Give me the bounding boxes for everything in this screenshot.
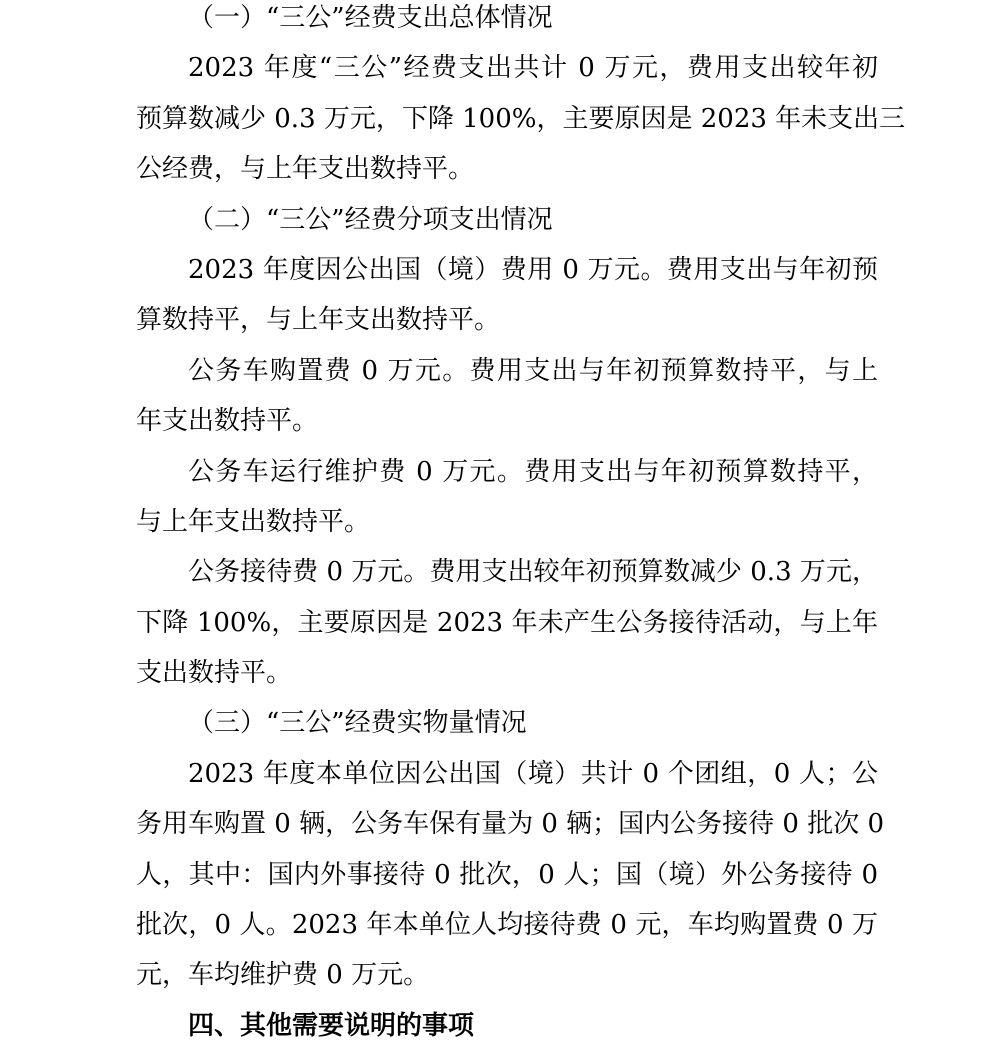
- section-heading-4: 四、其他需要说明的事项: [188, 1010, 475, 1041]
- paragraph-line: 2023 年度“三公”经费支出共计 0 万元，费用支出较年初: [188, 53, 878, 84]
- paragraph-line: 预算数减少 0.3 万元，下降 100%，主要原因是 2023 年未支出三: [136, 103, 906, 134]
- paragraph-line: 公务车购置费 0 万元。费用支出与年初预算数持平，与上: [188, 355, 878, 386]
- paragraph-line: 元，车均维护费 0 万元。: [136, 960, 430, 991]
- paragraph-line: 下降 100%，主要原因是 2023 年未产生公务接待活动，与上年: [136, 607, 878, 638]
- paragraph-line: 公务接待费 0 万元。费用支出较年初预算数减少 0.3 万元，: [188, 557, 878, 588]
- paragraph-line: 2023 年度因公出国（境）费用 0 万元。费用支出与年初预: [188, 254, 878, 285]
- section-heading-1: （一）“三公”经费支出总体情况: [188, 3, 553, 33]
- paragraph-line: 务用车购置 0 辆，公务车保有量为 0 辆；国内公务接待 0 批次 0: [136, 809, 885, 840]
- section-heading-3: （三）“三公”经费实物量情况: [188, 708, 527, 739]
- paragraph-line: 人，其中：国内外事接待 0 批次，0 人；国（境）外公务接待 0: [136, 859, 878, 890]
- paragraph-line: 批次，0 人。2023 年本单位人均接待费 0 元，车均购置费 0 万: [136, 910, 878, 941]
- paragraph-line: 公务车运行维护费 0 万元。费用支出与年初预算数持平，: [188, 456, 878, 487]
- paragraph-line: 支出数持平。: [136, 658, 293, 689]
- paragraph-line: 与上年支出数持平。: [136, 506, 371, 537]
- paragraph-line: 年支出数持平。: [136, 406, 319, 437]
- paragraph-line: 算数持平，与上年支出数持平。: [136, 305, 501, 336]
- document-body: [136, 0, 906, 1051]
- paragraph-line: 公经费，与上年支出数持平。: [136, 154, 475, 185]
- paragraph-line: 2023 年度本单位因公出国（境）共计 0 个团组，0 人；公: [188, 758, 878, 789]
- section-heading-2: （二）“三公”经费分项支出情况: [188, 204, 553, 235]
